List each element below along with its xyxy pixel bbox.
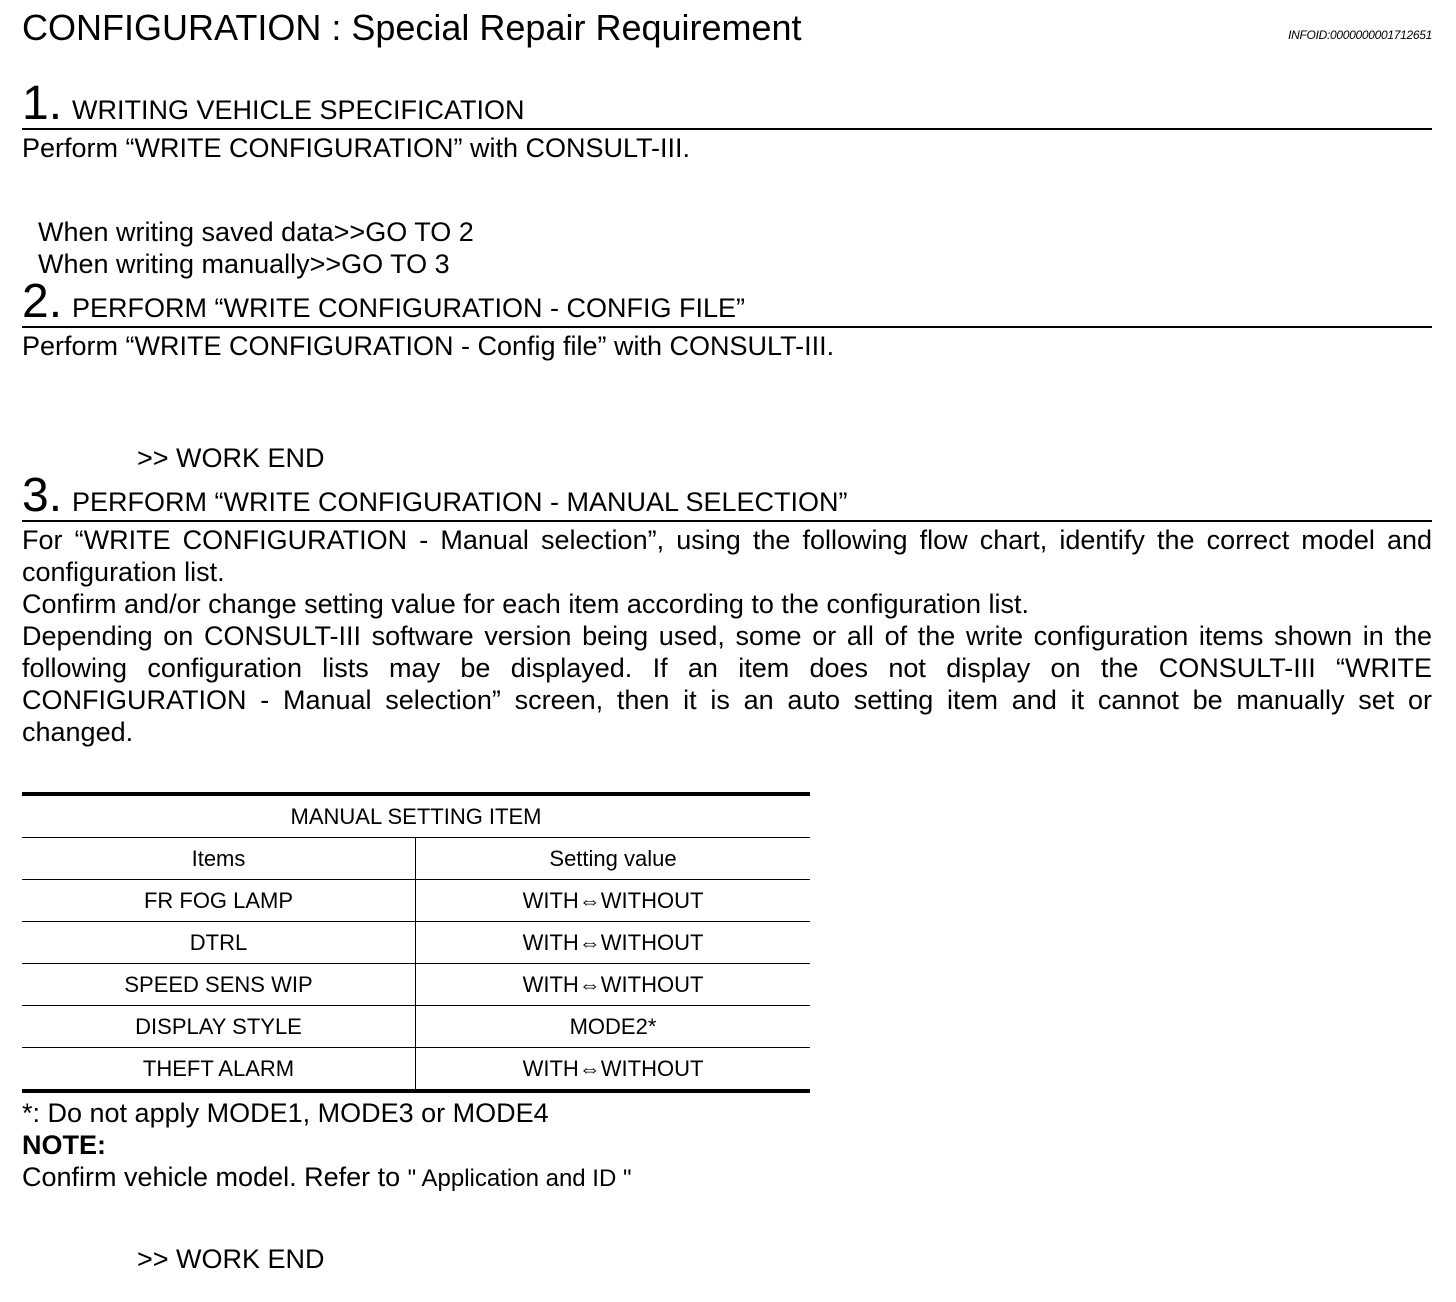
step-1-number: 1.: [22, 77, 63, 130]
step-1-heading: [22, 70, 1432, 130]
table-cell-value: WITH⇔WITHOUT: [522, 1055, 704, 1081]
info-id: INFOID:0000000001712651: [1288, 28, 1432, 42]
table-row: [22, 1006, 810, 1048]
table-row: [22, 880, 810, 922]
table-cell-value: WITH⇔WITHOUT: [416, 880, 811, 922]
document-page: [22, 0, 1432, 1275]
table-cell-item: SPEED SENS WIP: [22, 964, 416, 1006]
table-caption: MANUAL SETTING ITEM: [22, 794, 810, 838]
step-2-instruction: Perform “WRITE CONFIGURATION - Config file” with CONSULT-III.: [22, 331, 835, 361]
table-footnote: *: Do not apply MODE1, MODE3 or MODE4: [22, 1098, 549, 1128]
table-cell-item: DTRL: [22, 922, 416, 964]
table-cell-item: THEFT ALARM: [22, 1048, 416, 1092]
step-3-title: PERFORM “WRITE CONFIGURATION - MANUAL SELECTION”: [72, 487, 848, 517]
note-text-main: Confirm vehicle model. Refer to: [22, 1162, 408, 1192]
column-header-items: Items: [22, 838, 416, 880]
header: [22, 0, 1432, 60]
table-caption-row: [22, 794, 810, 838]
table-row: [22, 1048, 810, 1092]
step-3-result: >> WORK END: [137, 1244, 325, 1274]
step-2-number: 2.: [22, 275, 63, 328]
table-cell-value: MODE2*: [416, 1006, 811, 1048]
table-row: [22, 922, 810, 964]
step-3-paragraph-3: Depending on CONSULT-III software version being used, some or all of the write configuration items shown in the following configuration lists may be displayed. If an item does not display on the CONSULT-III “WRITE CONFIGURATION - Manual selection” screen, then it is an auto setting item and it cannot be manually set or changed.: [22, 621, 1432, 747]
step-3-paragraph-2: Confirm and/or change setting value for each item according to the configuration list.: [22, 589, 1030, 619]
step-1-instruction: Perform “WRITE CONFIGURATION” with CONSULT-III.: [22, 133, 691, 163]
step-2-result: >> WORK END: [137, 443, 325, 473]
step-1: [22, 70, 1432, 280]
table-cell-value: WITH⇔WITHOUT: [416, 922, 811, 964]
step-3-paragraph-1: For “WRITE CONFIGURATION - Manual selection”, using the following flow chart, identify the correct model and configuration list.: [22, 525, 1432, 587]
table-cell-value: WITH⇔WITHOUT: [416, 964, 811, 1006]
note-text: [22, 1161, 1432, 1195]
table-cell-item: DISPLAY STYLE: [22, 1006, 416, 1048]
table-row: [22, 964, 810, 1006]
table-cell-item: FR FOG LAMP: [22, 880, 416, 922]
column-header-setting-value: Setting value: [416, 838, 811, 880]
step-3-number: 3.: [22, 469, 63, 522]
application-and-id-link[interactable]: " Application and ID ": [407, 1165, 632, 1192]
step-2-title: PERFORM “WRITE CONFIGURATION - CONFIG FILE”: [72, 293, 745, 323]
step-1-branch-manual: When writing manually>>GO TO 3: [38, 249, 450, 279]
page-title: CONFIGURATION : Special Repair Requirement: [22, 7, 802, 48]
step-2-heading: [22, 268, 1432, 328]
manual-setting-table: [22, 792, 810, 1093]
note-label: NOTE:: [22, 1130, 106, 1160]
step-3-heading: [22, 462, 1432, 522]
table-header-row: [22, 838, 810, 880]
step-3: [22, 462, 1432, 1275]
step-1-branch-saved: When writing saved data>>GO TO 2: [38, 217, 474, 247]
step-1-title: WRITING VEHICLE SPECIFICATION: [72, 95, 525, 125]
step-2: [22, 268, 1432, 474]
